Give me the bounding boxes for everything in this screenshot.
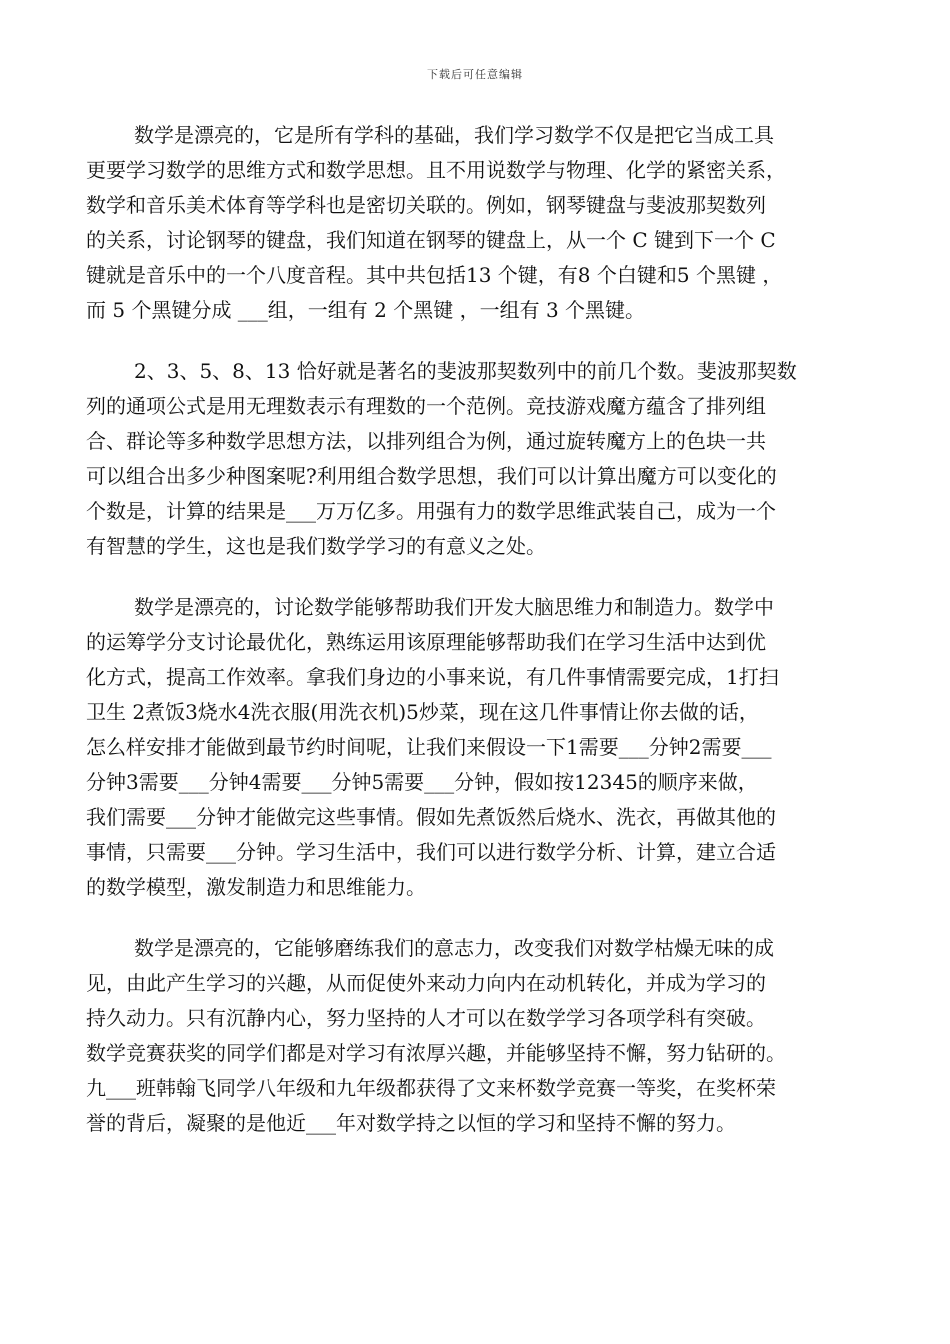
text-line: 持久动力。只有沉静内心，努力坚持的人才可以在数学学习各项学科有突破。	[86, 1006, 766, 1030]
text-line: 更要学习数学的思维方式和数学思想。且不用说数学与物理、化学的紧密关系，	[86, 158, 786, 182]
text-line: 我们需要___分钟才能做完这些事情。假如先煮饭然后烧水、洗衣，再做其他的	[86, 805, 776, 829]
text-line: 的运筹学分支讨论最优化，熟练运用该原理能够帮助我们在学习生活中达到优	[86, 630, 766, 654]
text-line: 数学竞赛获奖的同学们都是对学习有浓厚兴趣，并能够坚持不懈，努力钻研的。	[86, 1041, 786, 1065]
text-line: 分钟3需要___分钟4需要___分钟5需要___分钟，假如按12345的顺序来做，	[86, 770, 758, 794]
text-line: 的数学模型，激发制造力和思维能力。	[86, 875, 426, 899]
text-line: 键就是音乐中的一个八度音程。其中共包括13 个键，有8 个白键和5 个黑键 ，	[86, 263, 783, 287]
text-line: 数学是漂亮的，它能够磨练我们的意志力，改变我们对数学枯燥无味的成	[134, 936, 774, 960]
paragraph-3	[86, 590, 868, 905]
text-line: 誉的背后，凝聚的是他近___年对数学持之以恒的学习和坚持不懈的努力。	[86, 1111, 736, 1135]
text-line: 列的通项公式是用无理数表示有理数的一个范例。竞技游戏魔方蕴含了排列组	[86, 394, 766, 418]
paragraph-2	[86, 354, 868, 564]
paragraph-1	[86, 118, 868, 328]
text-line: 2、3、5、8、13 恰好就是著名的斐波那契数列中的前几个数。斐波那契数	[134, 359, 797, 383]
text-line: 九___班韩翰飞同学八年级和九年级都获得了文来杯数学竞赛一等奖，在奖杯荣	[86, 1076, 776, 1100]
text-line: 数学是漂亮的，它是所有学科的基础，我们学习数学不仅是把它当成工具	[134, 123, 774, 147]
text-line: 的关系，讨论钢琴的键盘，我们知道在钢琴的键盘上，从一个 C 键到下一个 C	[86, 228, 776, 252]
paragraph-4	[86, 931, 868, 1141]
text-line: 个数是，计算的结果是___万万亿多。用强有力的数学思维武装自己，成为一个	[86, 499, 776, 523]
text-line: 卫生 2煮饭3烧水4洗衣服(用洗衣机)5炒菜，现在这几件事情让你去做的话，	[86, 700, 759, 724]
text-line: 数学和音乐美术体育等学科也是密切关联的。例如，钢琴键盘与斐波那契数列	[86, 193, 766, 217]
text-line: 事情，只需要___分钟。学习生活中，我们可以进行数学分析、计算，建立合适	[86, 840, 776, 864]
document-body	[86, 118, 868, 1167]
text-line: 化方式，提高工作效率。拿我们身边的小事来说，有几件事情需要完成，1打扫	[86, 665, 779, 689]
page-header: 下载后可任意编辑	[427, 68, 523, 81]
text-line: 可以组合出多少种图案呢?利用组合数学思想，我们可以计算出魔方可以变化的	[86, 464, 777, 488]
text-line: 见，由此产生学习的兴趣，从而促使外来动力向内在动机转化，并成为学习的	[86, 971, 766, 995]
text-line: 怎么样安排才能做到最节约时间呢，让我们来假设一下1需要___分钟2需要___	[86, 735, 772, 759]
text-line: 有智慧的学生，这也是我们数学学习的有意义之处。	[86, 534, 546, 558]
text-line: 而 5 个黑键分成 ___组，一组有 2 个黑键 ，一组有 3 个黑键。	[86, 298, 646, 322]
text-line: 数学是漂亮的，讨论数学能够帮助我们开发大脑思维力和制造力。数学中	[134, 595, 774, 619]
text-line: 合、群论等多种数学思想方法，以排列组合为例，通过旋转魔方上的色块一共	[86, 429, 766, 453]
